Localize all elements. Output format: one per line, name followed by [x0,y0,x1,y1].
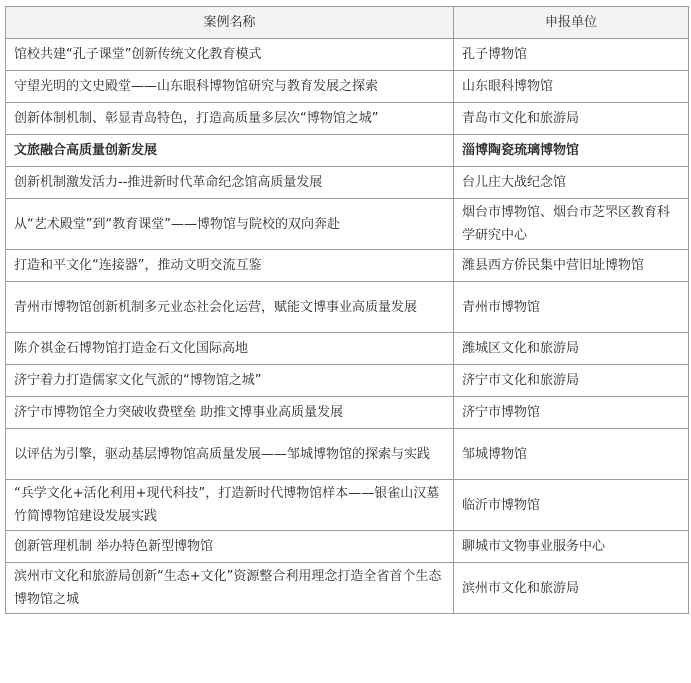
table-row [6,429,689,480]
table-row [6,71,689,103]
case-name-cell: 济宁着力打造儒家文化气派的“博物馆之城” [6,365,454,397]
applicant-unit-cell: 潍城区文化和旅游局 [454,333,689,365]
table-row [6,167,689,199]
case-name-cell: 文旅融合高质量创新发展 [6,135,454,167]
applicant-unit-cell: 青岛市文化和旅游局 [454,103,689,135]
table-row [6,531,689,563]
case-name-cell: 青州市博物馆创新机制多元业态社会化运营，赋能文博事业高质量发展 [6,282,454,333]
case-name-cell: 馆校共建“孔子课堂”创新传统文化教育模式 [6,39,454,71]
table-header-row [6,7,689,39]
applicant-unit-cell: 烟台市博物馆、烟台市芝罘区教育科学研究中心 [454,199,689,250]
applicant-unit-cell: 潍县西方侨民集中营旧址博物馆 [454,250,689,282]
case-name-cell: 打造和平文化“连接器”，推动文明交流互鉴 [6,250,454,282]
header-applicant-unit: 申报单位 [454,7,689,39]
table-row [6,333,689,365]
table-row [6,365,689,397]
case-name-cell: 陈介祺金石博物馆打造金石文化国际高地 [6,333,454,365]
applicant-unit-cell: 济宁市博物馆 [454,397,689,429]
applicant-unit-cell: 邹城博物馆 [454,429,689,480]
table-row [6,282,689,333]
table-row [6,135,689,167]
table-row [6,199,689,250]
case-name-cell: 守望光明的文史殿堂——山东眼科博物馆研究与教育发展之探索 [6,71,454,103]
case-name-cell: 济宁市博物馆全力突破收费壁垒 助推文博事业高质量发展 [6,397,454,429]
table-row [6,103,689,135]
case-name-cell: 创新管理机制 举办特色新型博物馆 [6,531,454,563]
applicant-unit-cell: 淄博陶瓷琉璃博物馆 [454,135,689,167]
header-case-name: 案例名称 [6,7,454,39]
applicant-unit-cell: 青州市博物馆 [454,282,689,333]
applicant-unit-cell: 山东眼科博物馆 [454,71,689,103]
applicant-unit-cell: 滨州市文化和旅游局 [454,563,689,614]
applicant-unit-cell: 孔子博物馆 [454,39,689,71]
table-row [6,480,689,531]
case-name-cell: 从“艺术殿堂”到“教育课堂”——博物馆与院校的双向奔赴 [6,199,454,250]
case-name-cell: 创新体制机制、彰显青岛特色，打造高质量多层次“博物馆之城” [6,103,454,135]
table-row [6,39,689,71]
applicant-unit-cell: 台儿庄大战纪念馆 [454,167,689,199]
case-name-cell: 创新机制激发活力--推进新时代革命纪念馆高质量发展 [6,167,454,199]
case-table [5,6,689,614]
table-row [6,397,689,429]
case-name-cell: 滨州市文化和旅游局创新“生态+文化”资源整合利用理念打造全省首个生态博物馆之城 [6,563,454,614]
applicant-unit-cell: 济宁市文化和旅游局 [454,365,689,397]
table-row [6,563,689,614]
table-row [6,250,689,282]
case-name-cell: “兵学文化+活化利用+现代科技”，打造新时代博物馆样本——银雀山汉墓竹简博物馆建设发展实践 [6,480,454,531]
applicant-unit-cell: 临沂市博物馆 [454,480,689,531]
applicant-unit-cell: 聊城市文物事业服务中心 [454,531,689,563]
case-name-cell: 以评估为引擎，驱动基层博物馆高质量发展——邹城博物馆的探索与实践 [6,429,454,480]
